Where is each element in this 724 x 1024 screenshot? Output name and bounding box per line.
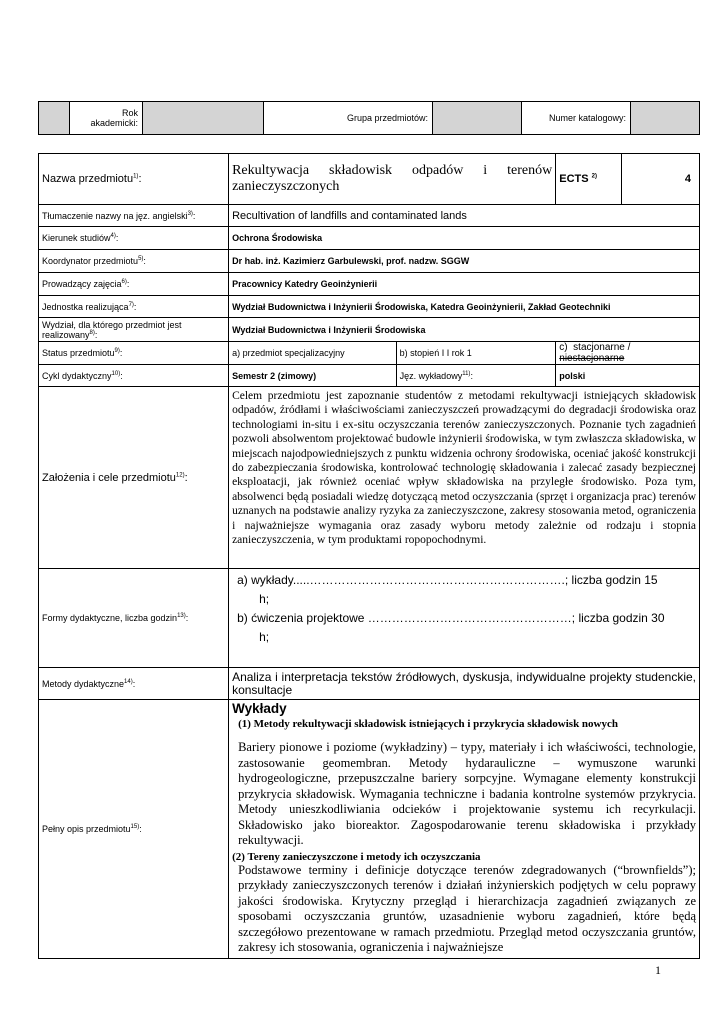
cycle-label: Cykl dydaktyczny$^{10)}$: [39, 365, 229, 387]
faculty-value: Wydział Budownictwa i Inżynierii Środowiska [229, 318, 700, 342]
faculty-label: Wydział, dla którego przedmiot jest realizowany$^{8)}$: [39, 318, 229, 342]
row-unit [39, 296, 700, 318]
desc-section-title: (1) Metody rekultywacji składowisk istniejących i przykrycia składowisk nowych [238, 718, 618, 730]
coordinator-value: Dr hab. inż. Kazimierz Garbulewski, prof. nadzw. SGGW [229, 250, 700, 273]
desc-section-title: (2) Tereny zanieczyszczone i metody ich oczyszczania [232, 850, 481, 863]
page-number: 1 [655, 963, 661, 977]
ects-value: 4 [622, 154, 700, 205]
status-b: b) stopień I I rok 1 [396, 342, 556, 365]
coordinator-label: Koordynator przedmiotu$^{5)}$: [39, 250, 229, 273]
goals-value: Celem przedmiotu jest zapoznanie studentów z metodami rekultywacji istniejących składowisk odpadów, źródłami i właściwościami zanieczyszczeń prowadzącymi do degradacji środowiska oraz technologiami in-situ i ex-situ oczyszczania terenów zanieczyszczonych. Poznanie tych zagadnień pozwoli absolwentom projektować budowle inżynierii środowiska, w tym zwłaszcza składowiska, w miejscach najodpowiedniejszych z punktu widzenia ochrony środowiska, oceniać jakość konstrukcji do zabezpieczania środowiska, kontrolować technologię składowania i zalecać zasady bezpiecznej eksploatacji, jak również oceniać wpływ składowiska na przyległe środowisko. Poza tym, absolwenci będą posiadali wiedzę dotyczącą metod oczyszczania (sprzęt i organizacja prac) terenów uznanych na podstawie analizy ryzyka za zanieczyszczone, zakresy stosowania metod, ograniczenia i najważniejsze wymagania oraz zasady wyboru metody zależnie od rodzaju i stopnia zanieczyszczenia, w tym produktami ropopochodnymi. [229, 387, 700, 569]
row-coordinator [39, 250, 700, 273]
status-c: c) stacjonarne / niestacjonarne [556, 342, 700, 365]
header-table [38, 101, 700, 135]
course-name-label: Nazwa przedmiotu$^{1)}$: [39, 154, 229, 205]
row-translation [39, 205, 700, 227]
subject-group-label: Grupa przedmiotów: [264, 102, 433, 135]
catalog-number-value[interactable] [631, 102, 700, 135]
catalog-number-label: Numer katalogowy: [522, 102, 631, 135]
translation-value: Recultivation of landfills and contaminated lands [229, 205, 700, 227]
form-item: b) ćwiczenia projektowe ……………………………………………; liczba godzin 30 h; [237, 611, 665, 644]
row-field [39, 227, 700, 250]
methods-label: Metody dydaktyczne$^{14)}$: [39, 668, 229, 700]
unit-label: Jednostka realizująca$^{7)}$: [39, 296, 229, 318]
desc-value [229, 700, 700, 959]
desc-heading: Wykłady [232, 701, 287, 716]
methods-value: Analiza i interpretacja tekstów źródłowych, dyskusja, indywidualne projekty studenckie, konsultacje [229, 668, 700, 700]
form-item: a) wykłady.....……………………………………………………….; liczba godzin 15 h; [237, 573, 658, 606]
desc-section-body: Podstawowe terminy i definicje dotyczące terenów zdegradowanych (“brownfields”); przykłady zanieczyszczonych terenów i działań inżynierskich podjętych w celu poprawy jakości środowiska. Krytyczny przegląd i hierarchizacja zagadnień związanych ze sposobami oczyszczania gruntów, uzasadnienie wyboru zagadnień, które będą szczegółowo prezentowane w ramach przedmiotu. Przegląd metod oczyszczania gruntów, zakresy ich stosowania, ograniczenia i najważniejsze [238, 862, 696, 954]
unit-value: Wydział Budownictwa i Inżynierii Środowiska, Katedra Geoinżynierii, Zakład Geotechniki [229, 296, 700, 318]
instructors-label: Prowadzący zajęcia$^{6)}$: [39, 273, 229, 296]
row-methods [39, 668, 700, 700]
row-description [39, 700, 700, 959]
cycle-value: Semestr 2 (zimowy) [229, 365, 397, 387]
ects-label: ECTS $^{2)}$ [556, 154, 622, 205]
translation-label: Tłumaczenie nazwy na jęz. angielski$^{3)}$: [39, 205, 229, 227]
field-label: Kierunek studiów$^{4)}$: [39, 227, 229, 250]
status-label: Status przedmiotu$^{9)}$: [39, 342, 229, 365]
forms-label: Formy dydaktyczne, liczba godzin$^{13)}$: [39, 569, 229, 668]
forms-value [229, 569, 700, 668]
row-cycle [39, 365, 700, 387]
lang-value: polski [556, 365, 700, 387]
forms-list [237, 571, 691, 647]
row-status [39, 342, 700, 365]
lang-label: Jęz. wykładowy$^{11)}$: [396, 365, 556, 387]
header-spacer [39, 102, 70, 135]
row-instructors [39, 273, 700, 296]
instructors-value: Pracownicy Katedry Geoinżynierii [229, 273, 700, 296]
desc-section-body: Bariery pionowe i poziome (wykładziny) – typy, materiały i ich właściwości, technologie, zastosowanie geomembran. Metody hydarauliczne – wymuszone warunki hydrogeologiczne, przepuszczalne bariery sorpcyjne. Wymagane elementy konstrukcji przykrycia składowisk. Wymagania techniczne i badania kontrolne systemów przykrycia. Metody unieszkodliwiania odcieków i projektowanie systemu ich recyrkulacji. Składowisko jako bioreaktor. Zagospodarowanie terenu składowiska i przykłady rekultywacji. [238, 740, 696, 847]
goals-label: Założenia i cele przedmiotu$^{12)}$: [39, 387, 229, 569]
desc-label: Pełny opis przedmiotu$^{15)}$: [39, 700, 229, 959]
row-goals [39, 387, 700, 569]
row-faculty [39, 318, 700, 342]
course-table [38, 153, 700, 959]
field-value: Ochrona Środowiska [229, 227, 700, 250]
row-forms [39, 569, 700, 668]
row-course-name [39, 154, 700, 205]
course-name-value: Rekultywacja składowisk odpadów i terenów zanieczyszczonych [229, 154, 556, 205]
status-a: a) przedmiot specjalizacyjny [229, 342, 397, 365]
academic-year-label: Rok akademicki: [70, 102, 143, 135]
academic-year-value[interactable] [143, 102, 264, 135]
subject-group-value[interactable] [433, 102, 522, 135]
